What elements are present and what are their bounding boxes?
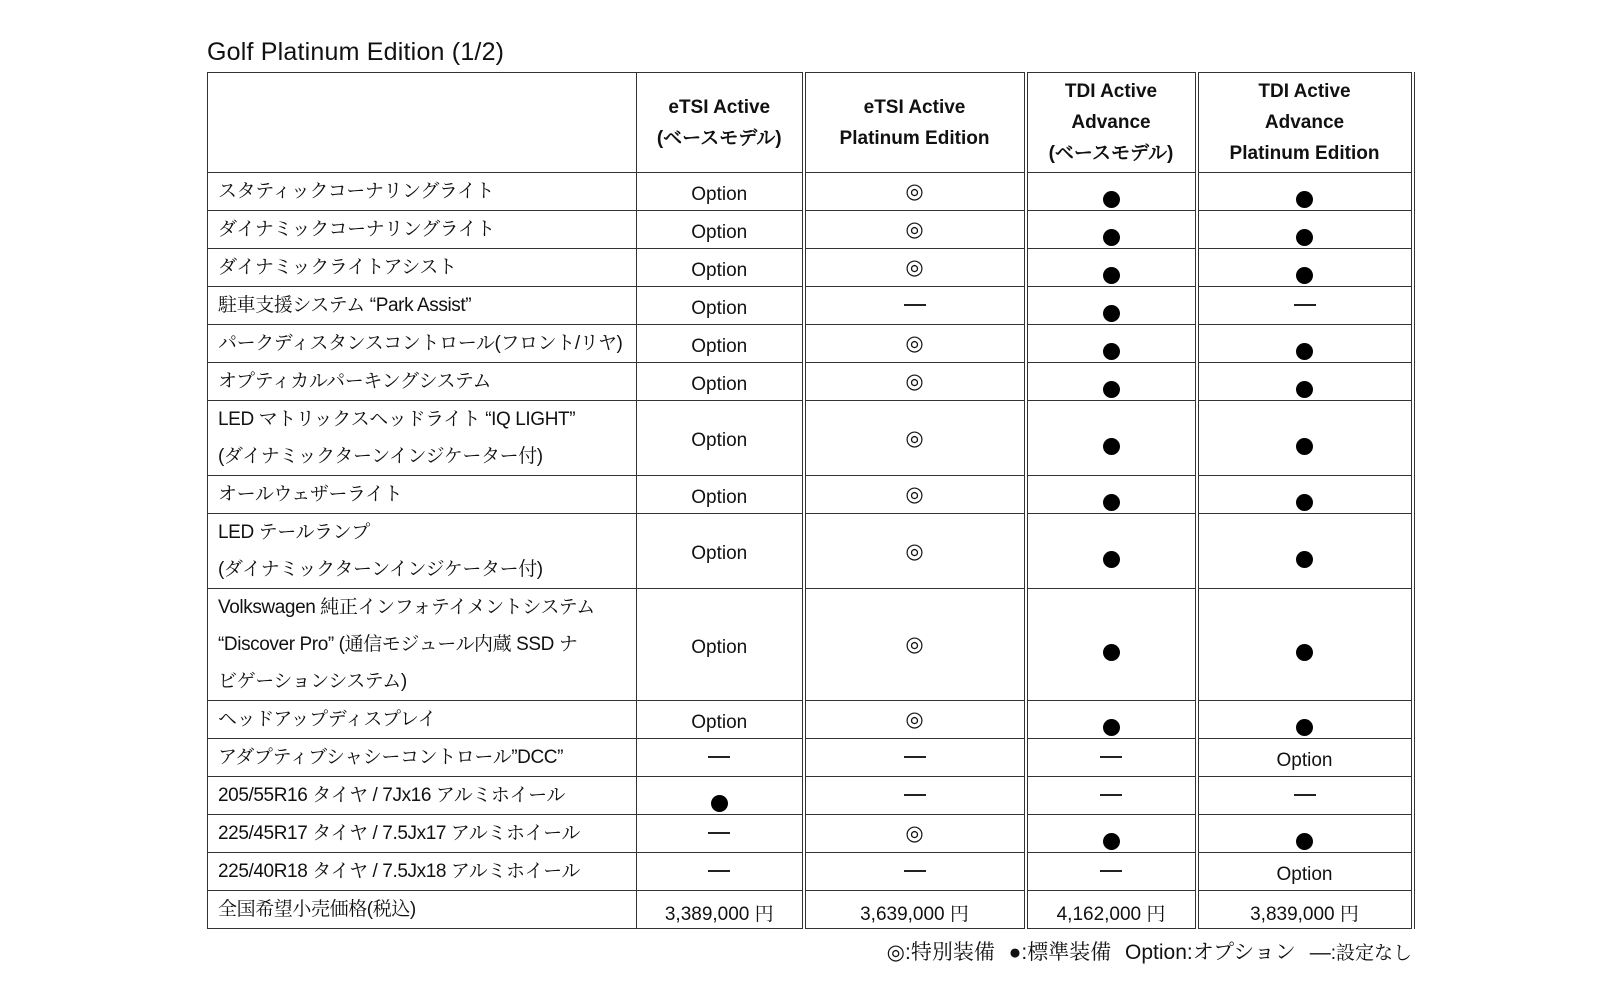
feature-label: ダイナミックライトアシスト <box>218 257 457 278</box>
feature-cell <box>208 287 637 325</box>
none-dash-icon <box>904 870 926 872</box>
feature-label: LED マトリックスヘッドライト “IQ LIGHT” <box>218 409 576 430</box>
none-dash-icon <box>1294 304 1316 306</box>
feature-cell <box>208 211 637 249</box>
value-cell <box>804 815 1026 853</box>
table-row <box>208 287 1413 325</box>
value-cell <box>637 739 804 777</box>
feature-label: (ダイナミックターンインジケーター付) <box>218 446 543 467</box>
value-cell <box>1026 589 1197 701</box>
value-cell <box>1026 173 1197 211</box>
standard-dot-icon <box>1296 494 1313 511</box>
value-text: Option <box>1276 749 1333 771</box>
value-text: 3,639,000 円 <box>860 904 969 925</box>
standard-dot-icon <box>1296 267 1313 284</box>
header-line: Platinum Edition <box>839 127 990 149</box>
feature-cell <box>208 739 637 777</box>
value-cell <box>637 249 804 287</box>
value-cell <box>1026 777 1197 815</box>
value-text: 3,839,000 円 <box>1250 904 1359 925</box>
value-cell <box>804 211 1026 249</box>
value-cell <box>804 363 1026 401</box>
value-cell <box>637 363 804 401</box>
value-text: Option <box>691 259 748 281</box>
feature-cell <box>208 476 637 514</box>
special-double-circle-icon: ◎ <box>905 539 924 563</box>
value-text: Option <box>1276 863 1333 885</box>
special-double-circle-icon: ◎ <box>905 633 924 656</box>
value-cell <box>1197 815 1413 853</box>
table-row <box>208 853 1413 891</box>
value-cell <box>1197 249 1413 287</box>
standard-dot-icon <box>711 795 728 812</box>
table-row <box>208 173 1413 211</box>
header-line: Platinum Edition <box>1229 143 1380 164</box>
feature-cell <box>208 325 637 363</box>
feature-label: アダプティブシャシーコントロール”DCC” <box>218 747 564 768</box>
table-row <box>208 891 1413 929</box>
value-cell <box>804 891 1026 929</box>
table-row <box>208 476 1413 514</box>
feature-cell <box>208 401 637 476</box>
value-text: Option <box>691 373 748 395</box>
header-column-1 <box>637 73 804 173</box>
special-double-circle-icon: ◎ <box>905 332 924 355</box>
none-dash-icon <box>904 756 926 758</box>
value-cell <box>804 853 1026 891</box>
value-text: Option <box>691 335 748 357</box>
standard-dot-icon <box>1103 305 1120 322</box>
value-cell <box>637 514 804 589</box>
value-cell <box>637 891 804 929</box>
header-line: Advance <box>1071 112 1151 133</box>
feature-label: 205/55R16 タイヤ / 7Jx16 アルミホイール <box>218 785 565 806</box>
feature-label: 225/45R17 タイヤ / 7.5Jx17 アルミホイール <box>218 823 580 844</box>
value-cell <box>1197 476 1413 514</box>
feature-label: オプティカルパーキングシステム <box>218 371 492 392</box>
value-cell <box>1197 363 1413 401</box>
value-cell <box>1197 173 1413 211</box>
value-cell <box>637 211 804 249</box>
legend <box>207 939 1412 968</box>
table-row <box>208 815 1413 853</box>
header-column-2 <box>804 73 1026 173</box>
value-cell <box>1026 287 1197 325</box>
special-double-circle-icon: ◎ <box>905 426 924 450</box>
value-cell <box>1026 891 1197 929</box>
header-line: TDI Active <box>1064 81 1158 102</box>
header-line: (ベースモデル) <box>1048 143 1174 164</box>
table-row <box>208 211 1413 249</box>
value-cell <box>804 777 1026 815</box>
special-double-circle-icon: ◎ <box>905 370 924 393</box>
special-double-circle-icon: ◎ <box>905 708 924 731</box>
value-text: Option <box>691 221 748 243</box>
standard-dot-icon <box>1103 267 1120 284</box>
standard-dot-icon <box>1103 191 1120 208</box>
value-cell <box>1197 853 1413 891</box>
feature-label: スタティックコーナリングライト <box>218 181 495 202</box>
standard-dot-icon <box>1103 644 1120 661</box>
value-cell <box>1026 701 1197 739</box>
standard-dot-icon <box>1103 438 1120 455</box>
header-row <box>208 73 1413 173</box>
table-row <box>208 701 1413 739</box>
value-text: Option <box>691 711 748 733</box>
standard-dot-icon <box>1103 229 1120 246</box>
table-row <box>208 249 1413 287</box>
feature-label: 全国希望小売価格(税込) <box>218 899 416 920</box>
header-column-3 <box>1026 73 1197 173</box>
header-feature <box>208 73 637 173</box>
legend-none: —:設定なし <box>1309 941 1412 964</box>
table-row <box>208 589 1413 701</box>
special-double-circle-icon: ◎ <box>905 218 924 241</box>
value-cell <box>1197 739 1413 777</box>
value-cell <box>1026 815 1197 853</box>
value-cell <box>637 401 804 476</box>
standard-dot-icon <box>1296 229 1313 246</box>
value-cell <box>1197 514 1413 589</box>
value-cell <box>637 701 804 739</box>
feature-label: ダイナミックコーナリングライト <box>218 219 495 240</box>
value-text: Option <box>691 636 748 658</box>
standard-dot-icon <box>1296 644 1313 661</box>
value-cell <box>1197 325 1413 363</box>
feature-cell <box>208 363 637 401</box>
value-text: Option <box>691 543 748 564</box>
header-line: eTSI Active <box>668 96 771 118</box>
none-dash-icon <box>1100 870 1122 872</box>
feature-label: “Discover Pro” (通信モジュール内蔵 SSD ナ <box>218 634 578 655</box>
table-row <box>208 739 1413 777</box>
header-line: Advance <box>1264 112 1345 133</box>
value-cell <box>1197 701 1413 739</box>
value-cell <box>804 701 1026 739</box>
feature-cell <box>208 589 637 701</box>
feature-label: LED テールランプ <box>218 522 370 543</box>
standard-dot-icon <box>1103 494 1120 511</box>
none-dash-icon <box>708 832 730 834</box>
value-text: Option <box>691 297 748 319</box>
spec-table <box>207 72 1415 929</box>
feature-cell <box>208 853 637 891</box>
standard-dot-icon <box>1296 833 1313 850</box>
table-container <box>207 72 1412 968</box>
standard-dot-icon <box>1103 719 1120 736</box>
value-cell <box>1026 853 1197 891</box>
value-cell <box>1197 401 1413 476</box>
value-cell <box>1197 777 1413 815</box>
standard-dot-icon <box>1296 343 1313 360</box>
feature-label: オールウェザーライト <box>218 484 403 505</box>
feature-cell <box>208 701 637 739</box>
value-cell <box>804 401 1026 476</box>
legend-standard: ●:標準装備 <box>1008 941 1112 964</box>
standard-dot-icon <box>1103 551 1120 568</box>
value-cell <box>804 173 1026 211</box>
none-dash-icon <box>904 304 926 306</box>
special-double-circle-icon: ◎ <box>905 483 924 506</box>
value-text: Option <box>691 183 748 205</box>
feature-label: ビゲーションシステム) <box>218 671 407 692</box>
value-cell <box>637 287 804 325</box>
value-cell <box>1026 401 1197 476</box>
none-dash-icon <box>1100 756 1122 758</box>
value-cell <box>1026 739 1197 777</box>
none-dash-icon <box>904 794 926 796</box>
feature-label: 駐車支援システム “Park Assist” <box>218 295 472 316</box>
special-double-circle-icon: ◎ <box>905 180 924 203</box>
standard-dot-icon <box>1296 191 1313 208</box>
value-cell <box>637 325 804 363</box>
value-cell <box>804 514 1026 589</box>
value-cell <box>637 589 804 701</box>
value-cell <box>637 476 804 514</box>
feature-cell <box>208 514 637 589</box>
legend-option: Option:オプション <box>1125 941 1296 964</box>
standard-dot-icon <box>1103 833 1120 850</box>
value-cell <box>804 325 1026 363</box>
value-cell <box>637 853 804 891</box>
value-cell <box>804 739 1026 777</box>
feature-label: パークディスタンスコントロール(フロント/リヤ) <box>218 333 623 354</box>
value-cell <box>1026 476 1197 514</box>
value-cell <box>637 173 804 211</box>
value-text: Option <box>691 430 748 451</box>
value-cell <box>1026 325 1197 363</box>
special-double-circle-icon: ◎ <box>905 822 924 845</box>
none-dash-icon <box>708 870 730 872</box>
table-row <box>208 363 1413 401</box>
value-cell <box>1197 589 1413 701</box>
value-cell <box>1026 211 1197 249</box>
feature-label: Volkswagen 純正インフォテイメントシステム <box>218 597 595 618</box>
standard-dot-icon <box>1296 438 1313 455</box>
header-line: (ベースモデル) <box>656 127 782 149</box>
feature-cell <box>208 891 637 929</box>
value-cell <box>804 476 1026 514</box>
feature-label: (ダイナミックターンインジケーター付) <box>218 559 543 580</box>
table-row <box>208 514 1413 589</box>
value-cell <box>1197 211 1413 249</box>
value-text: 3,389,000 円 <box>664 904 774 925</box>
standard-dot-icon <box>1103 381 1120 398</box>
feature-cell <box>208 777 637 815</box>
value-cell <box>804 589 1026 701</box>
feature-cell <box>208 815 637 853</box>
value-text: Option <box>691 486 748 508</box>
standard-dot-icon <box>1296 719 1313 736</box>
header-line: TDI Active <box>1258 81 1351 102</box>
value-cell <box>804 249 1026 287</box>
value-cell <box>804 287 1026 325</box>
value-cell <box>1026 514 1197 589</box>
legend-special: ◎:特別装備 <box>886 941 995 964</box>
table-row <box>208 325 1413 363</box>
header-column-4 <box>1197 73 1413 173</box>
value-cell <box>1197 891 1413 929</box>
feature-label: 225/40R18 タイヤ / 7.5Jx18 アルミホイール <box>218 861 580 882</box>
table-row <box>208 777 1413 815</box>
standard-dot-icon <box>1103 343 1120 360</box>
feature-cell <box>208 249 637 287</box>
standard-dot-icon <box>1296 551 1313 568</box>
header-line: eTSI Active <box>863 96 966 118</box>
value-cell <box>1026 363 1197 401</box>
table-row <box>208 401 1413 476</box>
standard-dot-icon <box>1296 381 1313 398</box>
value-cell <box>637 777 804 815</box>
page-title: Golf Platinum Edition (1/2) <box>207 38 505 66</box>
value-cell <box>1026 249 1197 287</box>
none-dash-icon <box>708 756 730 758</box>
none-dash-icon <box>1100 794 1122 796</box>
special-double-circle-icon: ◎ <box>905 256 924 279</box>
value-text: 4,162,000 円 <box>1056 904 1166 925</box>
feature-cell <box>208 173 637 211</box>
feature-label: ヘッドアップディスプレイ <box>218 709 437 730</box>
none-dash-icon <box>1294 794 1316 796</box>
value-cell <box>1197 287 1413 325</box>
value-cell <box>637 815 804 853</box>
